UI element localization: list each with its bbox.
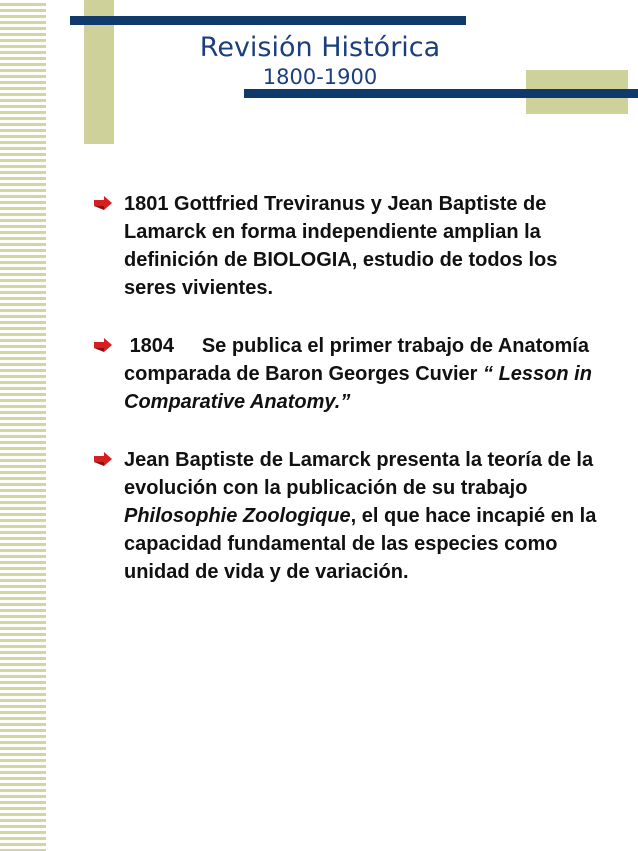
bullet-italic-text: “ Lesson in Comparative Anatomy.”: [124, 363, 592, 413]
decorative-stripes: [0, 0, 46, 851]
slide-title: Revisión Histórica: [199, 32, 441, 63]
arrow-bullet-icon: [94, 196, 112, 210]
decorative-bar-top: [70, 16, 466, 25]
bullet-text: 1801 Gottfried Treviranus y Jean Baptiste de Lamarck en forma independiente amplian la definición de BIOLOGIA, estudio de todos los seres vivientes.: [124, 193, 558, 299]
arrow-bullet-icon: [94, 452, 112, 466]
decorative-bar-mid: [244, 89, 638, 98]
slide-subtitle: 1800-1900: [262, 65, 378, 89]
bullet-item-1804: [94, 332, 614, 416]
bullet-list: [94, 190, 614, 616]
bullet-italic-text: Philosophie Zoologique: [124, 505, 351, 527]
bullet-text: 1804 Se publica el primer trabajo de Anatomía comparada de Baron Georges Cuvier: [124, 335, 595, 385]
bullet-item-1801: [94, 190, 614, 302]
arrow-bullet-icon: [94, 338, 112, 352]
bullet-item-lamarck: [94, 446, 614, 586]
bullet-text-after: , el que hace incapié en la capacidad fundamental de las especies como unidad de vida y de variación.: [124, 505, 597, 583]
bullet-text: Jean Baptiste de Lamarck presenta la teoría de la evolución con la publicación de su trabajo: [124, 449, 594, 499]
